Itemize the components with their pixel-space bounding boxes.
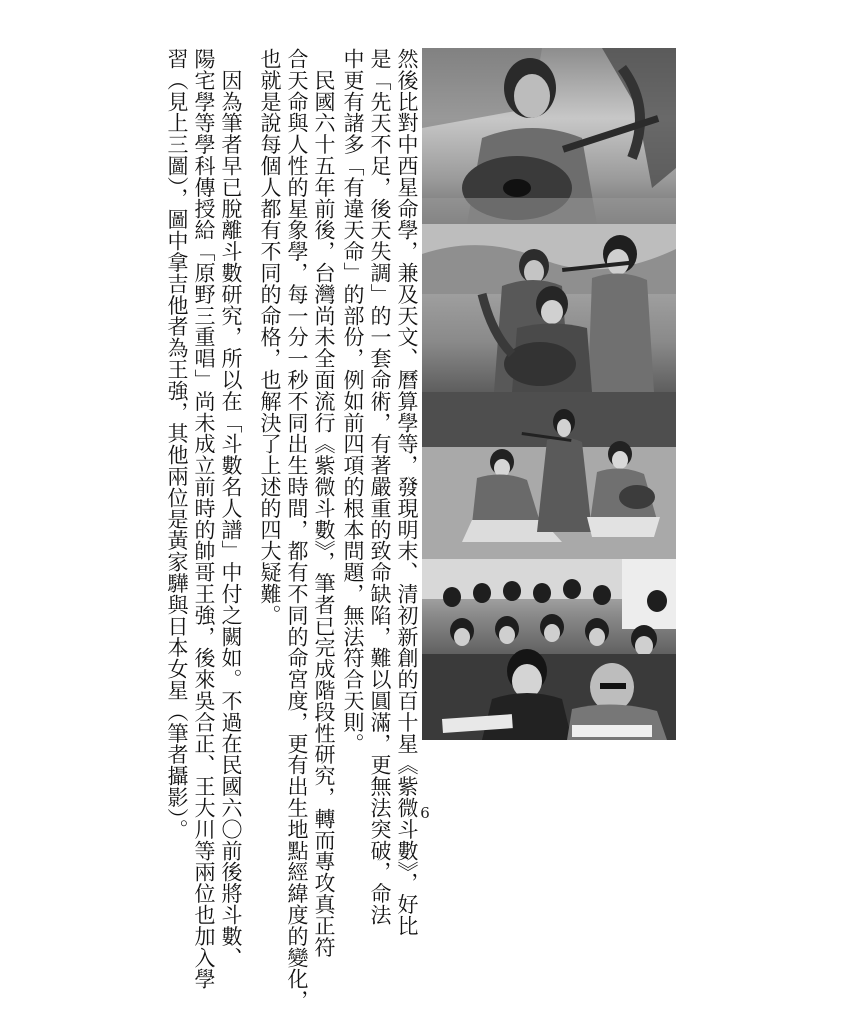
text-column-3: 中更有諸多「有違天命」的部份，例如前四項的根本問題，無法符合天則。 <box>341 48 365 755</box>
photo-guitarist <box>422 48 676 224</box>
text-column-1: 然後比對中西星命學，兼及天文、曆算學等，發現明末、清初新創的百十星《紫微斗數》，好比 <box>395 48 419 937</box>
text-column-2: 是「先天不足，後天失調」的一套命術，有著嚴重的致命缺陷，難以圓滿，更無法突破，命法 <box>368 48 392 926</box>
text-column-7: 因為筆者早已脫離斗數研究，所以在「斗數名人譜」中付之闕如。不過在民國六〇前後將斗數、 <box>219 48 243 969</box>
text-column-5: 合天命與人性的星象學，每一分一秒不同出生時間，都有不同的命宮度，更有出生地點經緯度的變化， <box>285 48 309 1011</box>
text-column-4: 民國六十五年前後，台灣尚未全面流行《紫微斗數》，筆者已完成階段性研究，轉而專攻真正符 <box>312 48 336 958</box>
page-number: 6 <box>420 804 430 822</box>
text-column-6: 也就是說每個人都有不同的命格，也解決了上述的四大疑難。 <box>258 48 282 626</box>
text-column-9: 習（見上三圖），圖中拿吉他者為王強，其他兩位是黃家驊與日本女星（筆者攝影）。 <box>165 48 189 841</box>
photo-trio-lawn <box>422 392 676 559</box>
body-text <box>160 48 420 1011</box>
photo-trio-instruments <box>422 224 676 392</box>
text-column-8: 陽宅學等學科傳授給「原野三重唱」尚未成立前時的帥哥王強，後來吳合正、王大川等兩位也加入學 <box>192 48 216 990</box>
photo-classroom <box>422 559 676 740</box>
